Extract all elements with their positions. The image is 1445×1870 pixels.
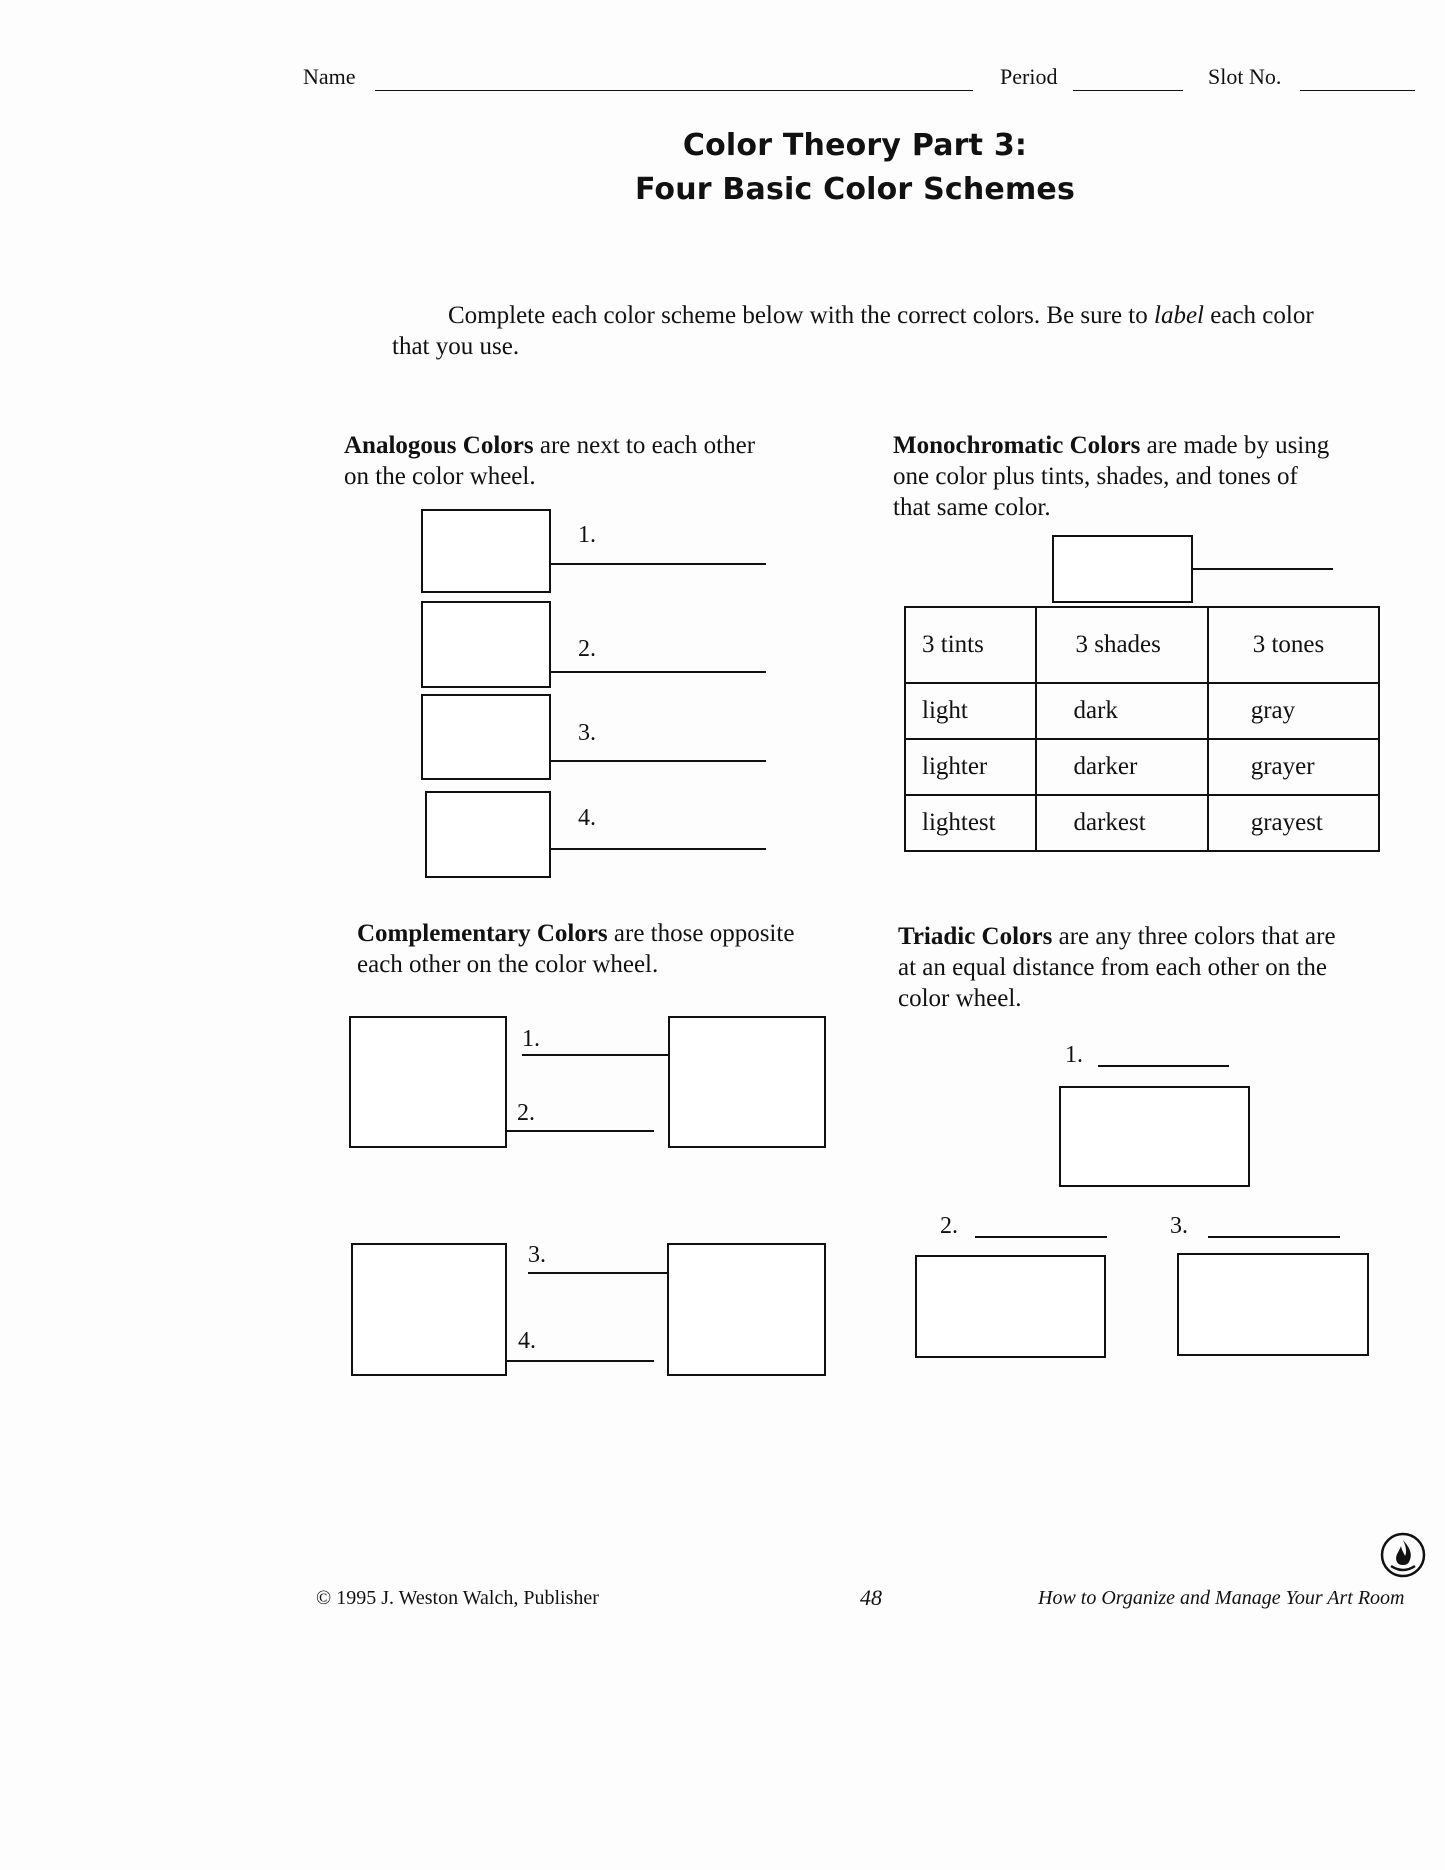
triadic-answer-line-3[interactable] <box>1208 1236 1340 1238</box>
table-header-tints: 3 tints <box>905 607 1036 683</box>
complementary-color-box-4[interactable] <box>667 1243 826 1376</box>
table-row <box>905 739 1379 795</box>
complementary-line2: each other on the color wheel. <box>357 951 659 978</box>
analogous-label-4: 4. <box>578 805 596 831</box>
complementary-description <box>357 918 857 980</box>
triadic-color-box-3[interactable] <box>1177 1253 1369 1356</box>
triadic-label-3: 3. <box>1170 1213 1188 1239</box>
monochromatic-term: Monochromatic Colors <box>893 432 1141 459</box>
complementary-color-box-2[interactable] <box>668 1016 826 1148</box>
complementary-answer-line-2[interactable] <box>507 1130 654 1132</box>
table-row <box>905 795 1379 851</box>
period-field-line[interactable] <box>1073 90 1183 91</box>
name-field-line[interactable] <box>375 90 973 91</box>
complementary-answer-line-1[interactable] <box>522 1054 668 1056</box>
name-label: Name <box>303 64 356 89</box>
analogous-line1: are next to each other <box>539 432 756 459</box>
footer-page-number: 48 <box>860 1585 882 1610</box>
complementary-line1: are those opposite <box>613 920 795 947</box>
analogous-label-1: 1. <box>578 522 596 548</box>
complementary-label-1: 1. <box>522 1026 540 1052</box>
monochromatic-line3: that same color. <box>893 494 1051 521</box>
analogous-answer-line-1[interactable] <box>551 563 766 565</box>
table-cell[interactable]: gray <box>1208 683 1379 739</box>
complementary-color-box-1[interactable] <box>349 1016 507 1148</box>
triadic-term: Triadic Colors <box>898 923 1053 950</box>
instructions-text: Complete each color scheme below with the correct colors. Be sure to <box>448 302 1148 329</box>
footer-copyright: © 1995 J. Weston Walch, Publisher <box>316 1587 599 1609</box>
analogous-color-box-4[interactable] <box>425 791 551 878</box>
monochromatic-table <box>904 606 1380 852</box>
monochromatic-base-color-box[interactable] <box>1052 535 1193 603</box>
analogous-answer-line-2[interactable] <box>551 671 766 673</box>
triadic-line2: at an equal distance from each other on the <box>898 954 1327 981</box>
complementary-answer-line-4[interactable] <box>507 1360 654 1362</box>
complementary-answer-line-3[interactable] <box>528 1272 667 1274</box>
page-title-line2: Four Basic Color Schemes <box>634 172 1076 207</box>
triadic-color-box-2[interactable] <box>915 1255 1106 1358</box>
monochromatic-description <box>893 430 1413 523</box>
table-header-row <box>905 607 1379 683</box>
monochromatic-line1: are made by using <box>1146 432 1330 459</box>
complementary-label-3: 3. <box>528 1242 546 1268</box>
analogous-line2: on the color wheel. <box>344 463 536 490</box>
table-cell[interactable]: darker <box>1036 739 1207 795</box>
table-cell[interactable]: lightest <box>905 795 1036 851</box>
table-cell[interactable]: light <box>905 683 1036 739</box>
triadic-answer-line-1[interactable] <box>1098 1065 1229 1067</box>
triadic-label-2: 2. <box>940 1213 958 1239</box>
triadic-color-box-1[interactable] <box>1059 1086 1250 1187</box>
table-cell[interactable]: lighter <box>905 739 1036 795</box>
analogous-label-2: 2. <box>578 636 596 662</box>
analogous-answer-line-4[interactable] <box>551 848 766 850</box>
analogous-label-3: 3. <box>578 720 596 746</box>
analogous-description <box>344 430 844 492</box>
analogous-color-box-2[interactable] <box>421 601 551 688</box>
analogous-color-box-3[interactable] <box>421 694 551 780</box>
analogous-term: Analogous Colors <box>344 432 534 459</box>
page-title-line1: Color Theory Part 3: <box>682 128 1028 163</box>
table-header-tones: 3 tones <box>1208 607 1379 683</box>
triadic-description <box>898 921 1418 1014</box>
table-cell[interactable]: grayer <box>1208 739 1379 795</box>
monochromatic-line2: one color plus tints, shades, and tones of <box>893 463 1298 490</box>
monochromatic-answer-line[interactable] <box>1193 568 1333 570</box>
table-header-shades: 3 shades <box>1036 607 1207 683</box>
flame-logo-icon <box>1380 1532 1426 1578</box>
complementary-label-2: 2. <box>517 1100 535 1126</box>
triadic-label-1: 1. <box>1065 1042 1083 1068</box>
slot-field-line[interactable] <box>1300 90 1415 91</box>
triadic-line3: color wheel. <box>898 985 1022 1012</box>
instructions-text-end: each color that you use. <box>392 302 1314 360</box>
period-label: Period <box>1000 64 1058 89</box>
table-cell[interactable]: grayest <box>1208 795 1379 851</box>
slot-label: Slot No. <box>1208 64 1282 89</box>
complementary-term: Complementary Colors <box>357 920 608 947</box>
complementary-label-4: 4. <box>518 1328 536 1354</box>
instructions-emphasis: label <box>1154 302 1205 329</box>
complementary-color-box-3[interactable] <box>351 1243 507 1376</box>
analogous-color-box-1[interactable] <box>421 509 551 593</box>
footer-book-title: How to Organize and Manage Your Art Room <box>1038 1587 1405 1609</box>
table-cell[interactable]: darkest <box>1036 795 1207 851</box>
triadic-line1: are any three colors that are <box>1058 923 1336 950</box>
table-row <box>905 683 1379 739</box>
triadic-answer-line-2[interactable] <box>975 1236 1107 1238</box>
instructions <box>392 300 1342 362</box>
analogous-answer-line-3[interactable] <box>551 760 766 762</box>
table-cell[interactable]: dark <box>1036 683 1207 739</box>
